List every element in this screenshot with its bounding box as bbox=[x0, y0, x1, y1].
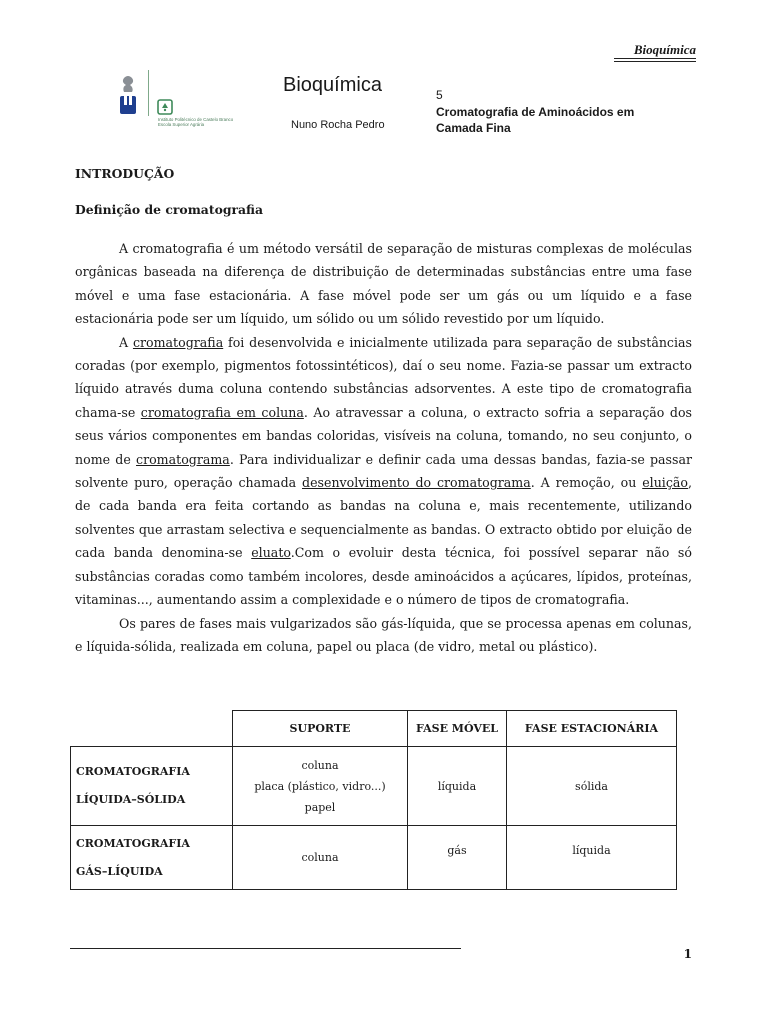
table-row bbox=[71, 826, 677, 890]
header-rule bbox=[614, 61, 696, 62]
table-cell-suporte: coluna placa (plástico, vidro...) papel bbox=[233, 747, 408, 826]
body-text bbox=[75, 237, 692, 658]
subsection-heading: Definição de cromatografia bbox=[75, 202, 264, 217]
chromatography-table bbox=[70, 710, 677, 890]
underlined-term: eluato bbox=[251, 545, 291, 561]
page-number: 1 bbox=[683, 947, 692, 961]
table-row bbox=[71, 747, 677, 826]
document-title: Bioquímica bbox=[283, 74, 382, 96]
table-cell-fase-movel: gás bbox=[408, 826, 507, 890]
chapter-title: Cromatografia de Aminoácidos em Camada Fina bbox=[436, 105, 635, 135]
table-header-row bbox=[71, 711, 677, 747]
table-header-cell: SUPORTE bbox=[233, 711, 408, 747]
logo-divider bbox=[148, 70, 149, 116]
table-cell-fase-estacionaria: sólida bbox=[507, 747, 677, 826]
table-row-header: CROMATOGRAFIA GÁS–LÍQUIDA bbox=[71, 826, 233, 890]
institution-name: Instituto Politécnico de Castelo Branco Escola Superior Agrária bbox=[158, 117, 234, 127]
underlined-term: eluição bbox=[642, 475, 688, 491]
underlined-term: desenvolvimento do cromatograma bbox=[302, 475, 531, 491]
header-rule bbox=[614, 58, 696, 59]
paragraph: A cromatografia é um método versátil de separação de misturas complexas de moléculas orgânicas baseada na diferença de distribuição de determinadas substâncias entre uma fase móvel e uma fase estacionária. A fase móvel pode ser um gás ou um líquido e a fase estacionária pode ser um líquido, um sólido ou um sólido revestido por um líquido. bbox=[75, 241, 692, 327]
footer-rule bbox=[70, 948, 461, 949]
table-cell-fase-movel: líquida bbox=[408, 747, 507, 826]
emblem-icon bbox=[120, 76, 136, 114]
school-mark-icon bbox=[158, 100, 172, 114]
institution-logo bbox=[118, 72, 278, 138]
underlined-term: cromatograma bbox=[136, 451, 230, 467]
table-cell-fase-estacionaria: líquida bbox=[507, 826, 677, 890]
table-header-cell: FASE MÓVEL bbox=[408, 711, 507, 747]
paragraph: Os pares de fases mais vulgarizados são gás-líquida, que se processa apenas em colunas, e líquida-sólida, realizada em coluna, papel ou placa (de vidro, metal ou plástico). bbox=[75, 615, 692, 654]
table-cell-suporte: coluna bbox=[233, 826, 408, 890]
table-corner-cell bbox=[71, 711, 233, 747]
table-row-header: CROMATOGRAFIA LÍQUIDA–SÓLIDA bbox=[71, 747, 233, 826]
paragraph: A cromatografia foi desenvolvida e inicialmente utilizada para separação de substâncias coradas (por exemplo, pigmentos fotossintéticos), daí o seu nome. Fazia-se passar um extracto líquido através duma coluna contendo substâncias adsorventes. A este tipo de cromatografia chama-se cromatografia em coluna. Ao atravessar a coluna, o extracto sofria a separação dos seus vários componentes em bandas coloridas, visíveis na coluna, tomando, no seu conjunto, o nome de cromatograma. Para individualizar e definir cada uma dessas bandas, fazia-se passar solvente puro, operação chamada desenvolvimento do cromatograma. A remoção, ou eluição, de cada banda era feita cortando as bandas na coluna e, mais recentemente, utilizando solventes que arrastam selectiva e sequencialmente as bandas. O extracto obtido por eluição de cada banda denomina-se eluato.Com o evoluir desta técnica, foi possível separar não só substâncias coradas como também incolores, desde aminoácidos a açúcares, lípidos, proteínas, vitaminas..., aumentando assim a complexidade e o número de tipos de cromatografia. bbox=[75, 334, 693, 608]
chapter-number: 5 bbox=[436, 88, 443, 102]
running-header-title: Bioquímica bbox=[633, 42, 696, 57]
section-heading: INTRODUÇÃO bbox=[75, 166, 175, 181]
table-header-cell: FASE ESTACIONÁRIA bbox=[507, 711, 677, 747]
underlined-term: cromatografia em coluna bbox=[140, 404, 304, 420]
underlined-term: cromatografia bbox=[132, 334, 224, 350]
author-name: Nuno Rocha Pedro bbox=[291, 119, 385, 131]
